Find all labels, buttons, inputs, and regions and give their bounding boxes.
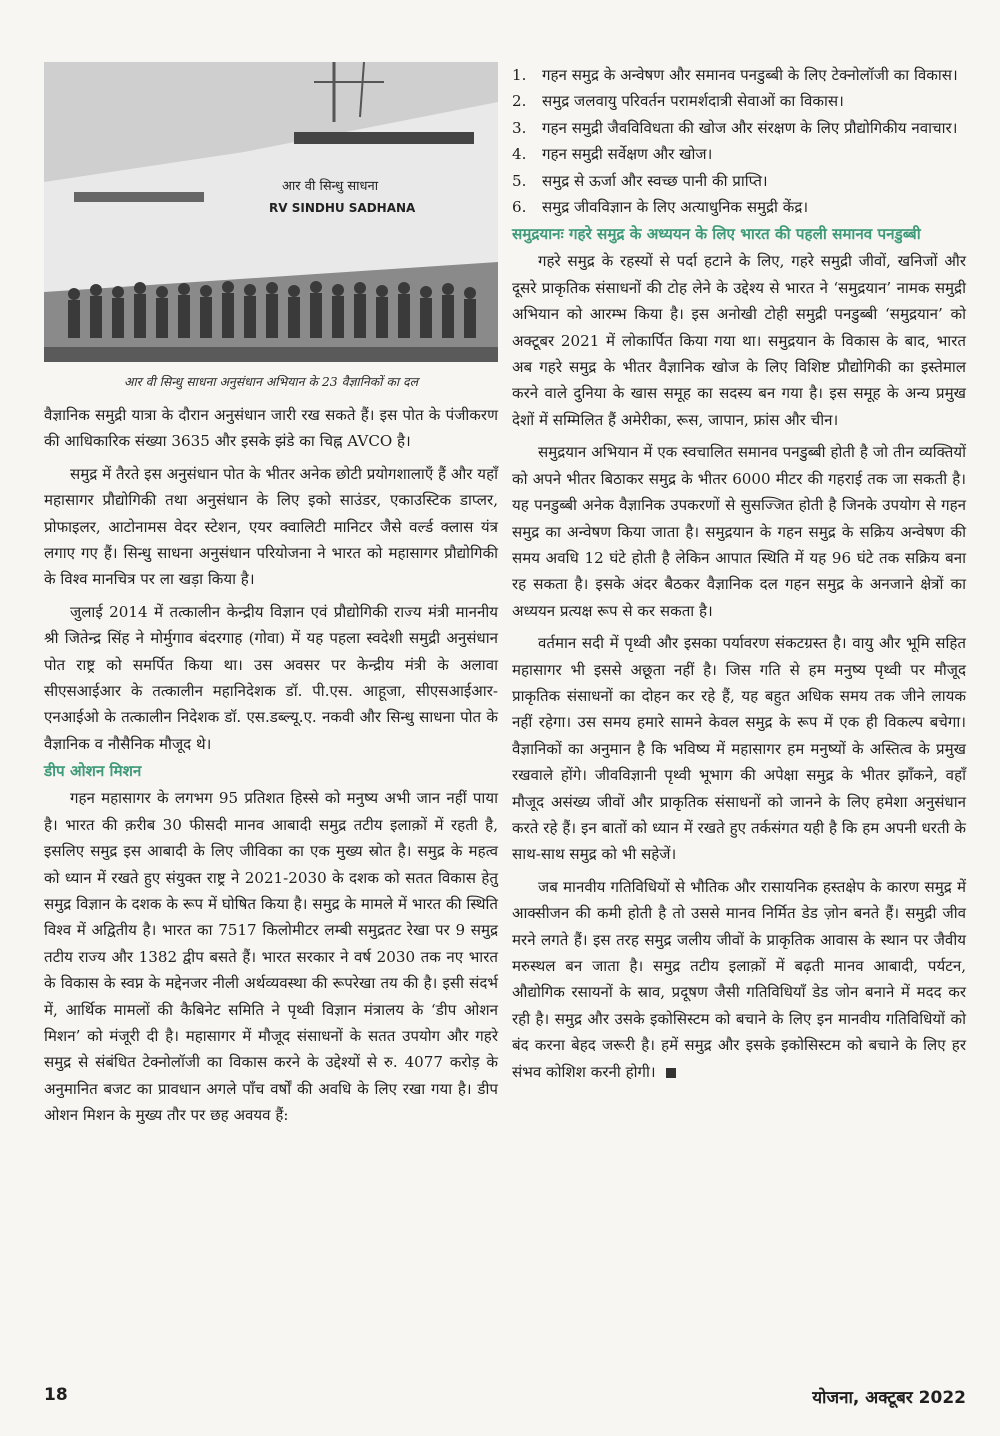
- left-column: [44, 62, 498, 1129]
- magazine-issue: योजना, अक्टूबर 2022: [812, 1388, 966, 1408]
- right-paragraph-3: वर्तमान सदी में पृथ्वी और इसका पर्यावरण संकटग्रस्त है। वायु और भूमि सहित महासागर भी इससे अछूता नहीं है। जिस गति से हम मनुष्य पृथ्वी पर मौजूद प्राकृतिक संसाधनों का दोहन कर रहे हैं, यह बहुत अधिक समय तक जीने लायक नहीं रहेगा। उस समय हमारे सामने केवल समुद्र के रूप में एक ही विकल्प बचेगा। वैज्ञानिकों का अनुमान है कि भविष्य में महासागर हम मनुष्यों के अस्तित्व के प्रमुख रखवाले होंगे। जीवविज्ञानी पृथ्वी भूभाग की अपेक्षा समुद्र के भीतर झाँकने, वहाँ मौजूद असंख्य जीवों और प्राकृतिक संसाधनों को जानने के लिए हमेशा अनुसंधान करते रहे हैं। इन बातों को ध्यान में रखते हुए तर्कसंगत यही है कि हम अपनी धरती के साथ-साथ समुद्र को भी सहेजें।: [512, 634, 966, 864]
- list-item: 4. गहन समुद्री सर्वेक्षण और खोज।: [512, 145, 713, 164]
- list-item: 1. गहन समुद्र के अन्वेषण और समानव पनडुब्बी के लिए टेक्नोलॉजी का विकास।: [512, 66, 958, 84]
- left-paragraph-2: समुद्र में तैरते इस अनुसंधान पोत के भीतर अनेक छोटी प्रयोगशालाएँ हैं और यहाँ महासागर प्रौद्योगिकी तथा अनुसंधान के लिए इको साउंडर, एकाउस्टिक डाप्लर, प्रोफाइलर, आटोनामस वेदर स्टेशन, एयर क्वालिटी मानिटर जैसे वर्ल्ड क्लास यंत्र लगाए गए हैं। सिन्धु साधना अनुसंधान परियोजना ने भारत को महासागर प्रौद्योगिकी के विश्व मानचित्र पर ला खड़ा किया है।: [44, 464, 498, 589]
- left-paragraph-1: वैज्ञानिक समुद्री यात्रा के दौरान अनुसंधान जारी रख सकते हैं। इस पोत के पंजीकरण की आधिकारिक संख्या 3635 और इसके झंडे का चिह्न AVCO है।: [44, 406, 498, 451]
- mission-components-list: [512, 62, 966, 220]
- list-item: 2. समुद्र जलवायु परिवर्तन परामर्शदात्री सेवाओं का विकास।: [512, 92, 844, 111]
- left-paragraph-3: जुलाई 2014 में तत्कालीन केन्द्रीय विज्ञान एवं प्रौद्योगिकी राज्य मंत्री माननीय श्री जितेन्द्र सिंह ने मोर्मुगाव बंदरगाह (गोवा) में यह पहला स्वदेशी समुद्री अनुसंधान पोत राष्ट्र को समर्पित किया था। उस अवसर पर केन्द्रीय मंत्री के अलावा सीएसआईआर के तत्कालीन महानिदेशक डॉ. पी.एस. आहूजा, सीएसआईआर-एनआईओ के तत्कालीन निदेशक डॉ. एस.डब्ल्यू.ए. नकवी और सिन्धु साधना पोत के वैज्ञानिक व नौसैनिक मौजूद थे।: [44, 602, 498, 753]
- ship-photo: [44, 62, 498, 362]
- list-item: 3. गहन समुद्री जैवविविधता की खोज और संरक्षण के लिए प्रौद्योगिकीय नवाचार।: [512, 118, 958, 137]
- photo-caption: आर वी सिन्धु साधना अनुसंधान अभियान के 23 वैज्ञानिकों का दल: [123, 374, 419, 389]
- page-number: 18: [44, 1385, 68, 1405]
- list-item: 6. समुद्र जीवविज्ञान के लिए अत्याधुनिक समुद्री केंद्र।: [512, 198, 809, 217]
- left-paragraph-4: गहन महासागर के लगभग 95 प्रतिशत हिस्से को मनुष्य अभी जान नहीं पाया है। भारत की क़रीब 30 फीसदी मानव आबादी समुद्र तटीय इलाक़ों में रहती है, इसलिए समुद्र इस आबादी के लिए जीविका का एक मुख्य स्रोत है। समुद्र के महत्व को ध्यान में रखते हुए संयुक्त राष्ट्र ने 2021-2030 के दशक को सतत विकास हेतु समुद्र विज्ञान के दशक के रूप में घोषित किया है। समुद्र के मामले में भारत की स्थिति विश्व में अद्वितीय है। भारत का 7517 किलोमीटर लम्बी समुद्रतट रेखा पर 9 समुद्र तटीय राज्य और 1382 द्वीप बसते हैं। भारत सरकार ने वर्ष 2030 तक नए भारत के विकास के स्वप्न के मद्देनजर नीली अर्थव्यवस्था की रूपरेखा तय की है। इसी संदर्भ में, आर्थिक मामलों की कैबिनेट समिति ने पृथ्वी विज्ञान मंत्रालय के ‘डीप ओशन मिशन’ को मंजूरी दी है। महासागर में मौजूद संसाधनों के सतत उपयोग और गहरे समुद्र से संबंधित टेक्नोलॉजी का विकास करने के उद्देश्यों से रु. 4077 करोड़ के अनुमानित बजट का प्रावधान अगले पाँच वर्षों की अवधि के लिए रखा गया है। डीप ओशन मिशन के मुख्य तौर पर छह अवयव हैं:: [44, 789, 498, 1125]
- list-item: 5. समुद्र से ऊर्जा और स्वच्छ पानी की प्राप्ति।: [512, 171, 768, 190]
- section-heading-samudrayaan: समुद्रयानः गहरे समुद्र के अध्ययन के लिए भारत की पहली समानव पनडुब्बी: [512, 225, 921, 244]
- ship-illustration: [44, 62, 498, 362]
- ship-name-english: RV SINDHU SADHANA: [269, 201, 416, 215]
- right-paragraph-2: समुद्रयान अभियान में एक स्वचालित समानव पनडुब्बी होती है जो तीन व्यक्तियों को अपने भीतर बिठाकर समुद्र के भीतर 6000 मीटर की गहराई तक जा सकती है। यह पनडुब्बी अनेक वैज्ञानिक उपकरणों से सुसज्जित होती है जिनके उपयोग से गहन समुद्र का अन्वेषण किया जाता है। समुद्रयान के गहन समुद्र के सक्रिय अन्वेषण की समय अवधि 12 घंटे होती है लेकिन आपात स्थिति में यह 96 घंटे तक सक्रिय बना रह सकता है। इसके अंदर बैठकर वैज्ञानिक दल गहन समुद्र के अनजाने क्षेत्रों का अध्ययन प्रत्यक्ष रूप से कर सकता है।: [512, 443, 966, 620]
- ship-name-hindi: आर वी सिन्धु साधना: [282, 179, 379, 194]
- right-paragraph-4: जब मानवीय गतिविधियों से भौतिक और रासायनिक हस्तक्षेप के कारण समुद्र में आक्सीजन की कमी होती है तो उससे मानव निर्मित डेड ज़ोन बनते हैं। समुद्री जीव मरने लगते हैं। इस तरह समुद्र जलीय जीवों के प्राकृतिक आवास के स्थान पर जैवीय मरुस्थल बन जाता है। समुद्र तटीय इलाक़ों में बढ़ती मानव आबादी, पर्यटन, औद्योगिक रसायनों के स्राव, प्रदूषण जैसी गतिविधियाँ डेड जोन बनाने में मदद कर रही है। समुद्र और उसके इकोसिस्टम को बचाने के लिए इन मानवीय गतिविधियों को बंद करना बेहद जरूरी है। हमें समुद्र और इसके इकोसिस्टम को बचाने के लिए हर संभव कोशिश करनी होगी।: [512, 877, 966, 1081]
- end-mark-icon: [666, 1068, 676, 1078]
- section-heading-deep-ocean: डीप ओशन मिशन: [44, 762, 142, 781]
- right-paragraph-1: गहरे समुद्र के रहस्यों से पर्दा हटाने के लिए, गहरे समुद्री जीवों, खनिजों और दूसरे प्राकृतिक संसाधनों की टोह लेने के उद्देश्य से भारत ने ‘समुद्रयान’ नामक समुद्री अभियान को आरम्भ किया है। इस अनोखी टोही समुद्री पनडुब्बी ‘समुद्रयान’ को अक्टूबर 2021 में लोकार्पित किया गया था। समुद्रयान के विकास के बाद, भारत अब गहरे समुद्र के भीतर वैज्ञानिक खोज के लिए विशिष्ट प्रौद्योगिकी का इस्तेमाल करने वाले दुनिया के खास समूह का सदस्य बन गया है। इस समूह के अन्य प्रमुख देशों में सम्मिलित हैं अमेरीका, रूस, जापान, फ्रांस और चीन।: [512, 252, 966, 429]
- right-column: [512, 62, 966, 1085]
